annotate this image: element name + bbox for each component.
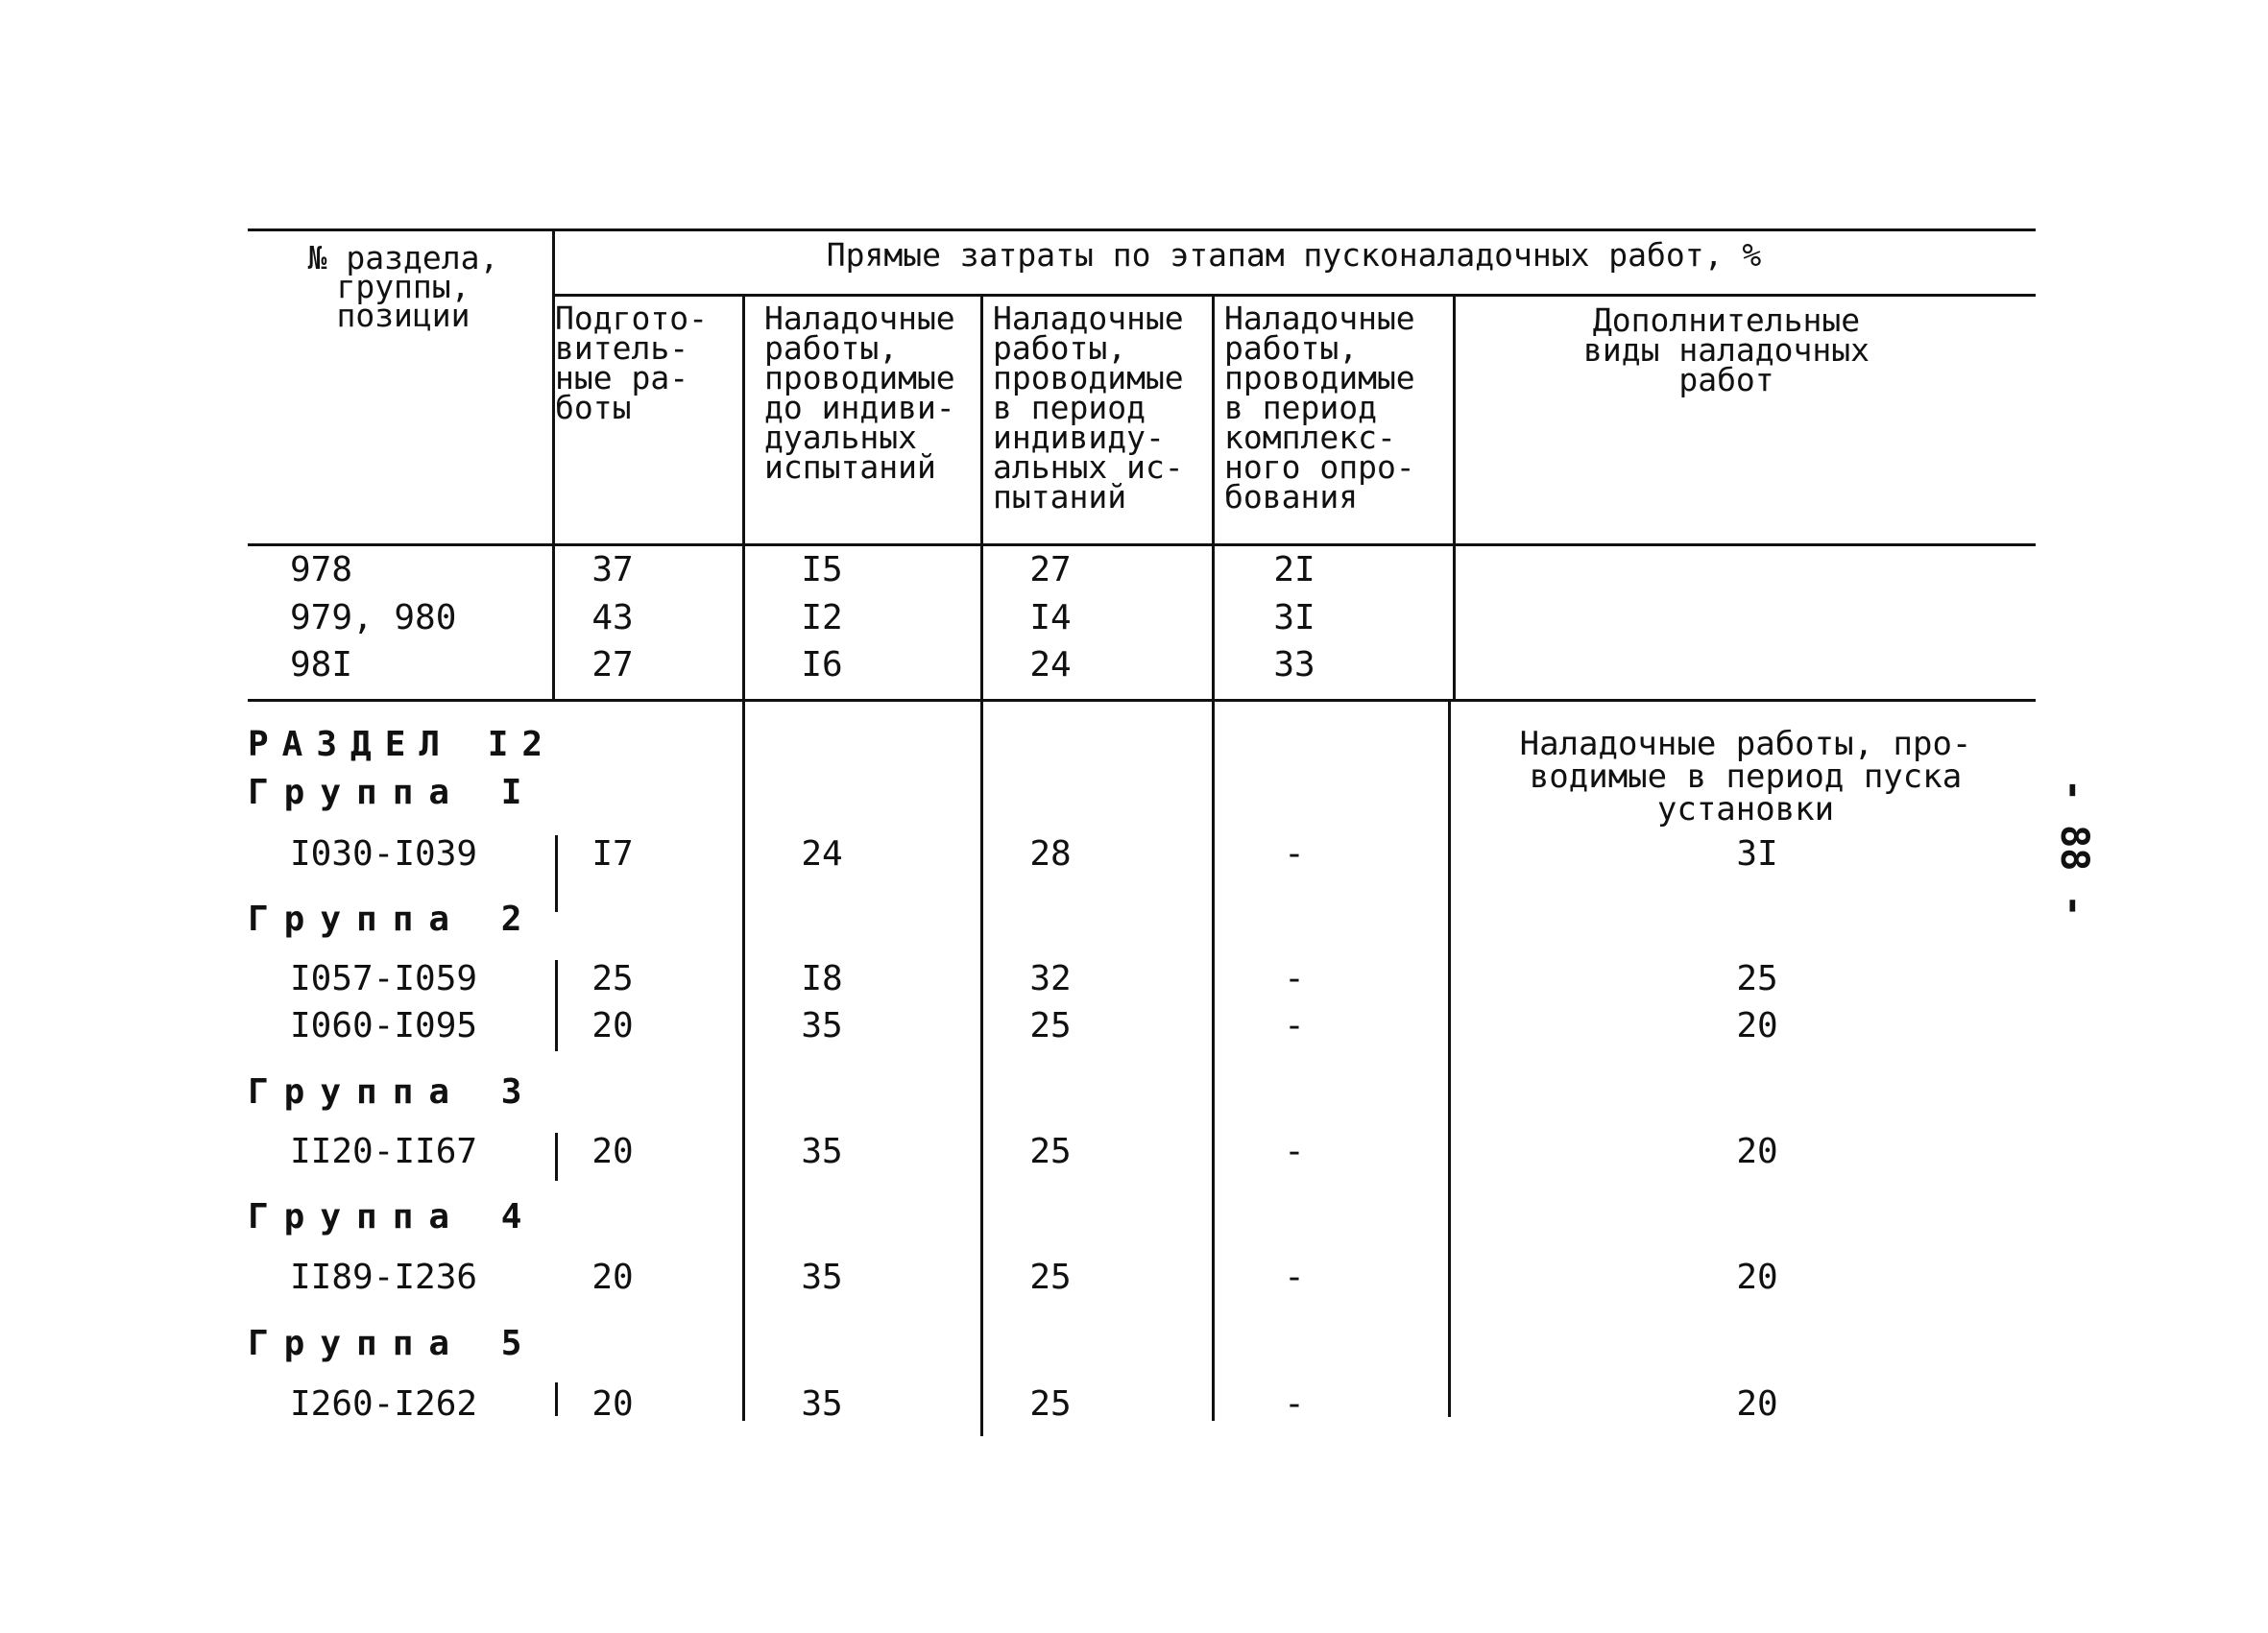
- page-number: - 88 -: [2052, 779, 2096, 918]
- group-3-row-1-preparatory: 20: [591, 1132, 634, 1171]
- group-2-row-1-preparatory: 25: [591, 959, 634, 998]
- row-978-preparatory: 37: [591, 550, 634, 589]
- col-divider-4-header: [1212, 294, 1215, 543]
- row-978-position: 978: [290, 550, 353, 589]
- section-divider-rule: [248, 699, 2036, 702]
- group-5-row-1-before-individual: 35: [801, 1384, 843, 1424]
- row-979-980-position: 979, 980: [290, 598, 457, 637]
- group-5-row-1-preparatory: 20: [591, 1384, 634, 1424]
- group-2-row-1-complex: -: [1284, 959, 1305, 998]
- group-2-row-2-before-individual: 35: [801, 1006, 843, 1045]
- group-2-row-2-preparatory: 20: [591, 1006, 634, 1045]
- group-1-row-1-additional: 3I: [1736, 834, 1778, 874]
- group-1-row-1-before-individual: 24: [801, 834, 843, 874]
- group-2-row-1-before-individual: I8: [801, 959, 843, 998]
- group-3-label: Группа 3: [248, 1072, 538, 1112]
- group-4-row-1-position: II89-I236: [290, 1258, 478, 1297]
- group-1-row-1-complex: -: [1284, 834, 1305, 874]
- col-divider-3-header: [980, 294, 983, 543]
- col-divider-5-top: [1453, 543, 1456, 699]
- group-3-row-1-position: II20-II67: [290, 1132, 478, 1171]
- col-divider-2-header: [742, 294, 745, 543]
- header-individual: Наладочные работы, проводимые в период индивиду- альных ис- пытаний: [993, 300, 1184, 516]
- row-978-individual: 27: [1029, 550, 1072, 589]
- group-4-label: Группа 4: [248, 1197, 538, 1237]
- group-3-row-1-additional: 20: [1736, 1132, 1778, 1171]
- group-4-row-1-individual: 25: [1029, 1258, 1072, 1297]
- col-divider-2-section: [742, 699, 745, 1421]
- group-5-label: Группа 5: [248, 1324, 538, 1363]
- row-979-980-complex: 3I: [1273, 598, 1315, 637]
- additional-works-note: Наладочные работы, про- водимые в период пуска установки: [1519, 725, 1972, 829]
- header-preparatory: Подгото- витель- ные ра- боты: [555, 300, 708, 426]
- row-978-before-individual: I5: [801, 550, 843, 589]
- section-12-label: РАЗДЕЛ I2: [248, 725, 557, 764]
- col-divider-4-top: [1212, 543, 1215, 699]
- group-5-row-1-complex: -: [1284, 1384, 1305, 1424]
- header-span-rule: [552, 294, 2036, 297]
- group-5-row-1-position: I260-I262: [290, 1384, 478, 1424]
- row-981-before-individual: I6: [801, 645, 843, 684]
- header-bottom-rule: [248, 543, 2036, 546]
- group-1-row-1-preparatory: I7: [591, 834, 634, 874]
- group-2-row-2-position: I060-I095: [290, 1006, 478, 1045]
- group-4-row-1-additional: 20: [1736, 1258, 1778, 1297]
- group-5-row-1-additional: 20: [1736, 1384, 1778, 1424]
- col-divider-3-section: [980, 699, 983, 1436]
- group-3-row-1-complex: -: [1284, 1132, 1305, 1171]
- col-divider-4-section: [1212, 699, 1215, 1421]
- col-divider-2-top: [742, 543, 745, 699]
- row-979-980-before-individual: I2: [801, 598, 843, 637]
- row-979-980-preparatory: 43: [591, 598, 634, 637]
- header-span-title: Прямые затраты по этапам пусконаладочных работ, %: [826, 236, 1762, 274]
- row-981-preparatory: 27: [591, 645, 634, 684]
- group-2-label: Группа 2: [248, 900, 538, 939]
- row-979-980-individual: I4: [1029, 598, 1072, 637]
- group-1-row-1-position: I030-I039: [290, 834, 478, 874]
- row-978-complex: 2I: [1273, 550, 1315, 589]
- row-981-individual: 24: [1029, 645, 1072, 684]
- group-2-row-1-position: I057-I059: [290, 959, 478, 998]
- group-4-row-1-preparatory: 20: [591, 1258, 634, 1297]
- group-4-row-1-complex: -: [1284, 1258, 1305, 1297]
- col-divider-5-section: [1448, 699, 1451, 1417]
- group-2-row-1-additional: 25: [1736, 959, 1778, 998]
- group-2-row-2-additional: 20: [1736, 1006, 1778, 1045]
- row-981-complex: 33: [1273, 645, 1315, 684]
- header-additional: Дополнительные виды наладочных работ: [1582, 301, 1870, 398]
- group-2-row-1-individual: 32: [1029, 959, 1072, 998]
- group-1-label: Группа I: [248, 773, 538, 812]
- table-top-rule: [248, 228, 2036, 231]
- group-2-row-2-complex: -: [1284, 1006, 1305, 1045]
- header-complex: Наладочные работы, проводимые в период комплекс- ного опро- бования: [1224, 300, 1415, 516]
- group-4-row-1-before-individual: 35: [801, 1258, 843, 1297]
- group-3-row-1-individual: 25: [1029, 1132, 1072, 1171]
- group-1-row-1-individual: 28: [1029, 834, 1072, 874]
- group-3-row-1-before-individual: 35: [801, 1132, 843, 1171]
- row-981-position: 98I: [290, 645, 353, 684]
- header-section-number: № раздела, группы, позиции: [307, 239, 499, 334]
- group-5-row-1-individual: 25: [1029, 1384, 1072, 1424]
- col-divider-3-top: [980, 543, 983, 699]
- header-before-individual: Наладочные работы, проводимые до индиви- дуальных испытаний: [764, 300, 955, 486]
- group-2-row-2-individual: 25: [1029, 1006, 1072, 1045]
